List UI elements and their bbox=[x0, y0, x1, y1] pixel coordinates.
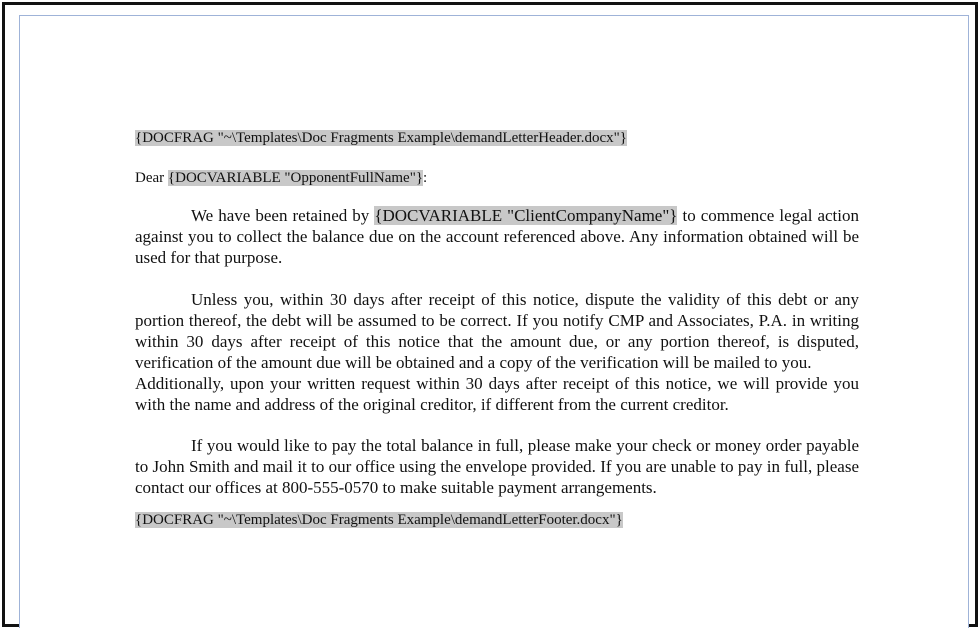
client-company-field[interactable]: {DOCVARIABLE "ClientCompanyName"} bbox=[374, 206, 678, 225]
paragraph-retained-start: We have been retained by bbox=[191, 206, 375, 225]
header-docfrag-field[interactable]: {DOCFRAG "~\Templates\Doc Fragments Example\demandLetterHeader.docx"} bbox=[135, 130, 627, 146]
paragraph-retained-end: to commence legal action against you to collect the balance due on the account referenced above. Any information obtained will be used for that purpose. bbox=[135, 206, 859, 267]
letter-body bbox=[135, 128, 859, 531]
paragraph-creditor: Additionally, upon your written request within 30 days after receipt of this notice, we will provide you with the name and address of the original creditor, if different from the current creditor. bbox=[135, 374, 859, 414]
opponent-name-field[interactable]: {DOCVARIABLE "OpponentFullName"} bbox=[167, 170, 424, 186]
salutation bbox=[135, 168, 859, 189]
header-fragment-line bbox=[135, 128, 859, 149]
salutation-prefix: Dear bbox=[135, 170, 168, 186]
salutation-suffix: : bbox=[423, 170, 428, 186]
paragraph-payment: If you would like to pay the total balance in full, please make your check or money order payable to John Smith and mail it to our office using the envelope provided. If you are unable to pay in full, please contact our offices at 800-555-0570 to make suitable payment arrangements. bbox=[135, 436, 859, 497]
footer-fragment-line bbox=[135, 510, 859, 531]
document-page bbox=[19, 15, 969, 628]
footer-docfrag-field[interactable]: {DOCFRAG "~\Templates\Doc Fragments Example\demandLetterFooter.docx"} bbox=[135, 512, 623, 528]
paragraph-retained bbox=[135, 205, 859, 268]
screenshot-frame bbox=[2, 2, 978, 627]
paragraph-dispute: Unless you, within 30 days after receipt of this notice, dispute the validity of this debt or any portion thereof, the debt will be assumed to be correct. If you notify CMP and Associates, P.A. in writing within 30 days after receipt of this notice that the amount due, or any portion thereof, is disputed, verification of the amount due will be obtained and a copy of the verification will be mailed to you. bbox=[135, 290, 859, 372]
